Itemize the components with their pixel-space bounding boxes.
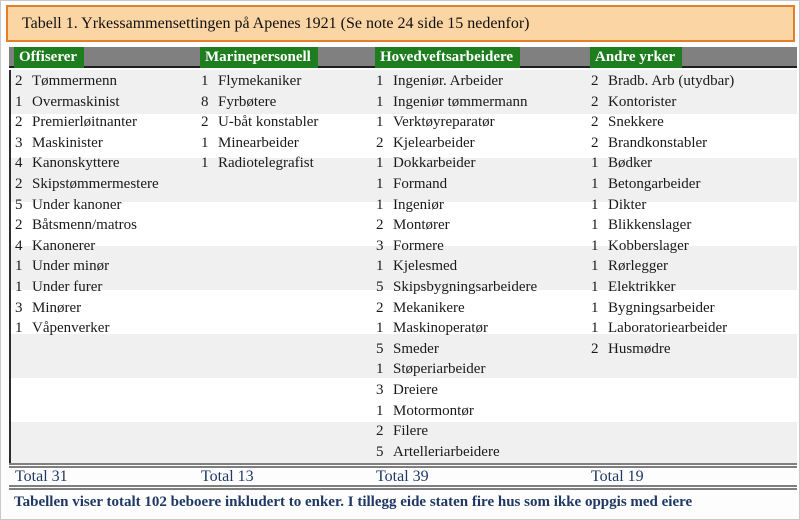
row-label: Mekanikere: [393, 299, 465, 316]
row-label: Dikter: [608, 196, 647, 213]
row-label: Kanonerer: [32, 237, 96, 254]
table-row: [376, 92, 588, 113]
table-row: [591, 153, 795, 174]
table-row: [15, 174, 197, 195]
column-header-label: Offiserer: [14, 47, 84, 68]
table-row: [376, 153, 588, 174]
row-label: Kontorister: [608, 93, 677, 110]
table-row: [591, 215, 795, 236]
row-count: 2: [15, 217, 23, 234]
row-label: Kjelearbeider: [393, 134, 475, 151]
total-offiserer: Total 31: [15, 468, 68, 485]
table-row: [376, 133, 588, 154]
table-row: [15, 71, 197, 92]
row-count: 3: [15, 134, 23, 151]
row-label: Elektrikker: [608, 278, 676, 295]
table-row: [15, 318, 197, 339]
row-count: 2: [376, 134, 384, 151]
table-row: [201, 92, 373, 113]
row-count: 5: [376, 278, 384, 295]
row-count: 2: [15, 73, 23, 89]
table-title: Tabell 1. Yrkessammensettingen på Apenes 1921 (Se note 24 side 15 nedenfor): [22, 14, 530, 32]
total-marinepersonell: Total 13: [201, 468, 254, 485]
row-count: 2: [201, 114, 209, 131]
row-count: 2: [591, 73, 599, 89]
column-header-andre-yrker: [590, 47, 682, 68]
row-label: Støperiarbeider: [393, 361, 486, 378]
total-hovedveftsarbeidere: Total 39: [376, 468, 429, 485]
row-label: Husmødre: [608, 340, 671, 357]
row-count: 1: [591, 155, 599, 172]
row-count: 5: [376, 443, 384, 460]
row-label: Kanonskyttere: [32, 155, 120, 172]
footer-note: Tabellen viser totalt 102 beboere inkludert to enker. I tillegg eide staten fire hus som ikke oppgis med eiere: [14, 494, 693, 510]
table-row: [376, 236, 588, 257]
row-count: 1: [591, 320, 599, 337]
table-row: [376, 401, 588, 422]
totals-row: [9, 463, 797, 490]
table-row: [376, 174, 588, 195]
row-count: 1: [15, 278, 23, 295]
table-row: [15, 133, 197, 154]
row-label: Maskinoperatør: [393, 320, 488, 337]
row-count: 2: [15, 114, 23, 131]
row-label: Båtsmenn/matros: [32, 217, 137, 234]
row-label: Skipsbygningsarbeidere: [393, 278, 538, 295]
table-row: [376, 380, 588, 401]
row-label: Premierløitnanter: [32, 114, 137, 131]
row-count: 1: [376, 93, 384, 110]
table-row: [376, 318, 588, 339]
row-label: Skipstømmermestere: [32, 175, 159, 192]
column-marinepersonell: [201, 71, 373, 174]
column-hovedveftsarbeidere: [376, 71, 588, 462]
row-label: Maskinister: [32, 134, 103, 151]
row-count: 1: [376, 320, 384, 337]
row-count: 5: [15, 196, 23, 213]
table-row: [591, 256, 795, 277]
table-row: [15, 277, 197, 298]
column-header-hovedveftsarbeidere: [375, 47, 520, 68]
row-count: 1: [376, 402, 384, 419]
column-header-row: [9, 47, 797, 68]
row-label: Dreiere: [393, 381, 438, 398]
row-count: 3: [15, 299, 23, 316]
row-label: Verktøyreparatør: [393, 114, 495, 131]
table-row: [15, 195, 197, 216]
row-label: Under kanoner: [32, 196, 122, 213]
row-count: 1: [591, 278, 599, 295]
row-label: Kjelesmed: [393, 258, 458, 275]
row-count: 3: [376, 381, 384, 398]
row-count: 1: [591, 196, 599, 213]
column-header-label: Marinepersonell: [200, 47, 318, 68]
row-label: Dokkarbeider: [393, 155, 476, 172]
row-label: Blikkenslager: [608, 217, 692, 234]
table-row: [376, 215, 588, 236]
row-label: Bradb. Arb (utydbar): [608, 73, 735, 89]
table-row: [201, 71, 373, 92]
row-count: 1: [201, 134, 209, 151]
column-header-label: Andre yrker: [590, 47, 682, 68]
row-label: Betongarbeider: [608, 175, 701, 192]
row-label: Overmaskinist: [32, 93, 120, 110]
row-label: Kobberslager: [608, 237, 689, 254]
row-count: 2: [376, 423, 384, 440]
row-count: 1: [15, 258, 23, 275]
total-andre-yrker: Total 19: [591, 468, 644, 485]
table-row: [15, 298, 197, 319]
row-count: 1: [376, 155, 384, 172]
row-label: Snekkere: [608, 114, 664, 131]
row-label: Filere: [393, 423, 428, 440]
row-count: 1: [591, 258, 599, 275]
row-count: 4: [15, 155, 23, 172]
table-row: [376, 442, 588, 463]
row-label: Radiotelegrafist: [218, 155, 314, 172]
row-count: 1: [591, 299, 599, 316]
row-count: 8: [201, 93, 209, 110]
table-row: [591, 195, 795, 216]
table-row: [15, 215, 197, 236]
row-label: Ingeniør: [393, 196, 444, 213]
table-row: [376, 298, 588, 319]
row-label: Under minør: [32, 258, 110, 275]
table-row: [376, 359, 588, 380]
row-label: Brandkonstabler: [608, 134, 708, 151]
table-row: [376, 277, 588, 298]
row-count: 2: [591, 114, 599, 131]
row-label: U-båt konstabler: [218, 114, 319, 131]
table-row: [376, 112, 588, 133]
row-count: 1: [591, 175, 599, 192]
row-count: 1: [376, 196, 384, 213]
row-label: Ingeniør tømmermann: [393, 93, 528, 110]
row-label: Artelleriarbeidere: [393, 443, 500, 460]
row-count: 2: [591, 340, 599, 357]
row-count: 2: [15, 175, 23, 192]
table-row: [201, 112, 373, 133]
row-count: 1: [376, 73, 384, 89]
row-label: Minearbeider: [218, 134, 299, 151]
table-row: [201, 153, 373, 174]
table-row: [376, 195, 588, 216]
table-row: [15, 153, 197, 174]
column-header-offiserer: [14, 47, 84, 68]
table-row: [15, 112, 197, 133]
table-row: [591, 236, 795, 257]
row-label: Minører: [32, 299, 82, 316]
row-count: 1: [376, 175, 384, 192]
row-count: 1: [376, 258, 384, 275]
table-row: [376, 256, 588, 277]
table-row: [376, 339, 588, 360]
row-count: 1: [376, 114, 384, 131]
row-label: Bødker: [608, 155, 653, 172]
table-row: [591, 112, 795, 133]
table-row: [591, 298, 795, 319]
row-label: Tømmermenn: [32, 73, 117, 89]
row-label: Fyrbøtere: [218, 93, 277, 110]
table-row: [591, 174, 795, 195]
table-row: [591, 71, 795, 92]
column-offiserer: [15, 71, 197, 339]
table-row: [376, 71, 588, 92]
row-label: Laboratoriearbeider: [608, 320, 728, 337]
row-count: 1: [201, 73, 209, 89]
row-label: Flymekaniker: [218, 73, 302, 89]
row-label: Smeder: [393, 340, 439, 357]
row-count: 3: [376, 237, 384, 254]
column-header-marinepersonell: [200, 47, 318, 68]
row-label: Montører: [393, 217, 450, 234]
row-label: Motormontør: [393, 402, 474, 419]
row-label: Formand: [393, 175, 448, 192]
table-row: [15, 256, 197, 277]
table-row: [591, 339, 795, 360]
table-row: [591, 277, 795, 298]
row-count: 1: [376, 361, 384, 378]
row-count: 1: [591, 237, 599, 254]
table-row: [591, 92, 795, 113]
table-row: [591, 133, 795, 154]
row-count: 4: [15, 237, 23, 254]
row-label: Formere: [393, 237, 444, 254]
row-label: Våpenverker: [32, 320, 110, 337]
table-row: [15, 92, 197, 113]
row-count: 1: [15, 93, 23, 110]
row-count: 1: [15, 320, 23, 337]
table-row: [201, 133, 373, 154]
table-row: [376, 421, 588, 442]
row-count: 1: [201, 155, 209, 172]
row-label: Ingeniør. Arbeider: [393, 73, 503, 89]
row-label: Bygningsarbeider: [608, 299, 715, 316]
row-count: 5: [376, 340, 384, 357]
row-count: 2: [591, 134, 599, 151]
column-andre-yrker: [591, 71, 795, 359]
row-count: 1: [591, 217, 599, 234]
row-count: 2: [376, 299, 384, 316]
row-label: Under furer: [32, 278, 103, 295]
table-body: [9, 70, 797, 463]
row-count: 2: [591, 93, 599, 110]
column-header-label: Hovedveftsarbeidere: [375, 47, 520, 68]
table-title-bar: [6, 5, 795, 42]
row-label: Rørlegger: [608, 258, 668, 275]
table-row: [591, 318, 795, 339]
row-count: 2: [376, 217, 384, 234]
table-row: [15, 236, 197, 257]
